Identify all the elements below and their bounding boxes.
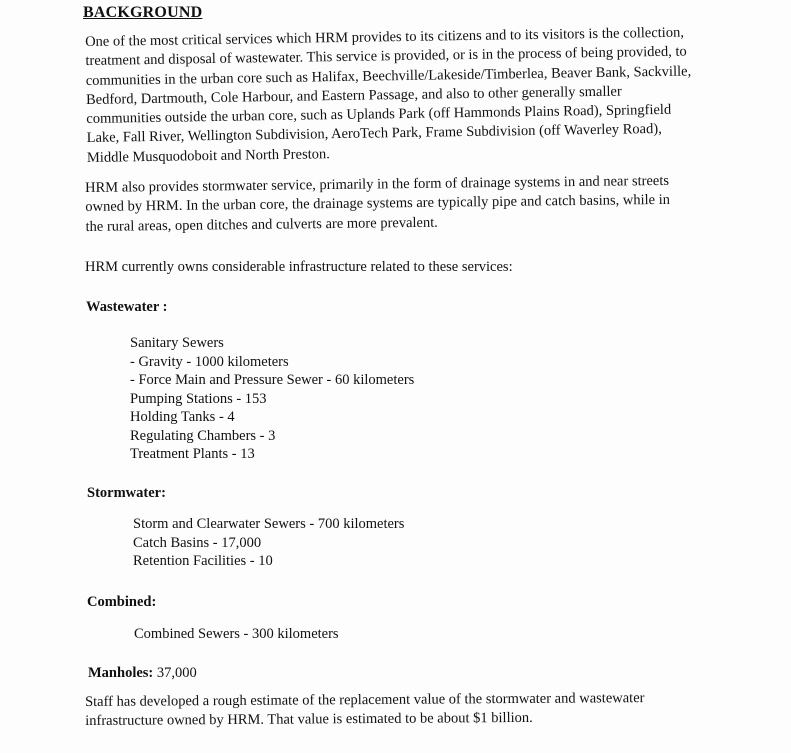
list-item: Sanitary Sewers [130,335,224,351]
stormwater-title: Stormwater: [87,485,166,501]
list-item: Combined Sewers - 300 kilometers [134,626,339,642]
list-item: - Force Main and Pressure Sewer - 60 kilometers [130,372,415,388]
stormwater-list [133,515,404,571]
list-item: Treatment Plants - 13 [130,446,255,462]
list-item: Regulating Chambers - 3 [130,427,276,444]
list-item: Catch Basins - 17,000 [133,534,262,551]
combined-list [134,625,339,644]
wastewater-list [130,334,414,464]
combined-title: Combined: [87,594,157,610]
manholes-value: 37,000 [156,665,197,681]
infrastructure-intro: HRM currently owns considerable infrastructure related to these services: [85,259,513,275]
list-item: Holding Tanks - 4 [130,409,235,425]
list-item: Storm and Clearwater Sewers - 700 kilometers [133,516,405,532]
wastewater-title: Wastewater : [86,299,168,315]
closing-paragraph: Staff has developed a rough estimate of the replacement value of the stormwater and wastewater infrastructure owned by HRM. That value is estimated to be about $1 billion. [85,690,645,730]
list-item: Retention Facilities - 10 [133,553,273,569]
manholes-label: Manholes: [88,665,154,681]
intro-paragraph: One of the most critical services which HRM provides to its citizens and to its visitors is the collection, treatment and disposal of wastewater. This service is provided, or is in the process of being provided, to communities in the urban core such as Halifax, Beechville/Lakeside/Timberlea, Beaver Bank, Sackville, Bedford, Dartmouth, Cole Harbour, and Eastern Passage, and also to other generally smaller communities outside the urban core, such as Uplands Park (off Hammonds Plains Road), Springfield Lake, Fall River, Wellington Subdivision, AeroTech Park, Frame Subdivision (off Waverley Road), Middle Musquodoboit and North Preston. [85,24,692,166]
list-item: Pumping Stations - 153 [130,390,267,407]
stormwater-service-paragraph: HRM also provides stormwater service, primarily in the form of drainage systems in and near streets owned by HRM. In the urban core, the drainage systems are typically pipe and catch basins, while in the rural areas, open ditches and culverts are more prevalent. [85,172,671,235]
page-heading: BACKGROUND [83,4,203,21]
list-item: - Gravity - 1000 kilometers [130,353,289,370]
manholes-line [88,665,197,682]
